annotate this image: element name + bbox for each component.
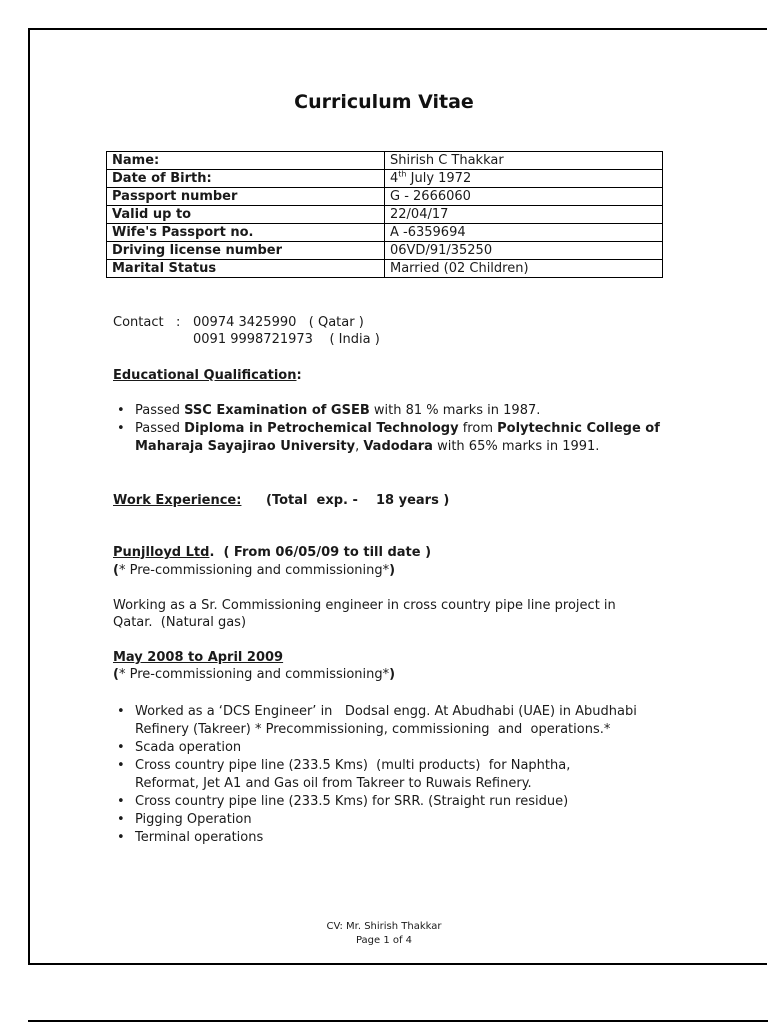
edu-text: Passed — [135, 421, 185, 436]
field-value — [385, 170, 663, 188]
work-total-experience: (Total exp. - 18 years ) — [266, 493, 450, 508]
contact-phone-india: 0091 9998721973 ( India ) — [193, 332, 380, 347]
dob-day: 4 — [390, 171, 399, 186]
field-value: A -6359694 — [385, 224, 663, 242]
list-item — [113, 811, 693, 829]
field-label: Passport number — [107, 188, 385, 206]
paren-close: ) — [389, 667, 396, 682]
bullet-icon: • — [117, 403, 125, 418]
job2-duties-list — [113, 703, 693, 847]
contact-phone-qatar: 00974 3425990 ( Qatar ) — [193, 315, 364, 330]
job1-company: Punjlloyd Ltd — [113, 545, 210, 560]
duty-text: Cross country pipe line (233.5 Kms) (multi products) for Naphtha, — [135, 758, 571, 773]
list-item — [113, 829, 693, 847]
edu-text: from — [458, 421, 498, 436]
edu-text: with 81 % marks in 1987. — [369, 403, 541, 418]
job2-period: May 2008 to April 2009 — [113, 650, 284, 665]
job1-dot: . — [209, 545, 215, 560]
bullet-icon: • — [117, 704, 125, 719]
field-label: Marital Status — [107, 260, 385, 278]
bullet-icon: • — [117, 794, 125, 809]
edu-bold: Diploma in Petrochemical Technology — [184, 421, 459, 436]
edu-bold: Maharaja Sayajirao University — [135, 439, 356, 454]
duty-text: Pigging Operation — [135, 812, 252, 827]
table-row — [107, 170, 663, 188]
job2-role-text: * Pre-commissioning and commissioning* — [118, 667, 390, 682]
list-item — [113, 793, 693, 811]
edu-text: Passed — [135, 403, 185, 418]
duty-text: Terminal operations — [135, 830, 264, 845]
table-row — [107, 188, 663, 206]
list-item — [113, 757, 693, 793]
duty-text: Reformat, Jet A1 and Gas oil from Takreer to Ruwais Refinery. — [135, 776, 532, 791]
field-label: Valid up to — [107, 206, 385, 224]
field-value: Married (02 Children) — [385, 260, 663, 278]
field-value: 22/04/17 — [385, 206, 663, 224]
paren-close: ) — [389, 563, 396, 578]
list-item — [113, 703, 693, 739]
education-heading-colon: : — [296, 368, 302, 383]
duty-text: Cross country pipe line (233.5 Kms) for SRR. (Straight run residue) — [135, 794, 569, 809]
education-heading-text: Educational Qualification — [113, 368, 297, 383]
edu-bold: Polytechnic College of — [497, 421, 660, 436]
job1-desc-line1: Working as a Sr. Commissioning engineer in cross country pipe line project in — [113, 598, 616, 613]
list-item — [113, 402, 673, 420]
edu-text: , — [355, 439, 364, 454]
dob-suffix: th — [398, 169, 407, 179]
paren-open: ( — [113, 563, 119, 578]
duty-text: Worked as a ‘DCS Engineer’ in Dodsal engg. At Abudhabi (UAE) in Abudhabi — [135, 704, 637, 719]
field-label: Wife's Passport no. — [107, 224, 385, 242]
job1-role-text: * Pre-commissioning and commissioning* — [118, 563, 390, 578]
job2-role — [113, 666, 395, 684]
bullet-icon: • — [117, 758, 125, 773]
footer-page-number: Page 1 of 4 — [355, 935, 413, 946]
education-list — [113, 402, 673, 456]
job1-period: ( From 06/05/09 to till date ) — [214, 545, 432, 560]
table-row — [107, 242, 663, 260]
job1-desc-line2: Qatar. (Natural gas) — [113, 615, 247, 630]
list-item — [113, 420, 673, 456]
field-value: 06VD/91/35250 — [385, 242, 663, 260]
table-row — [107, 152, 663, 170]
edu-bold: SSC Examination of GSEB — [184, 403, 370, 418]
table-row — [107, 206, 663, 224]
field-value: G - 2666060 — [385, 188, 663, 206]
job1-role — [113, 562, 395, 580]
table-row — [107, 224, 663, 242]
bullet-icon: • — [117, 830, 125, 845]
contact-label: Contact : — [113, 315, 181, 330]
job1-header — [113, 544, 431, 562]
field-label: Name: — [107, 152, 385, 170]
paren-open: ( — [113, 667, 119, 682]
duty-text: Refinery (Takreer) * Precommissioning, commissioning and operations.* — [135, 722, 611, 737]
table-row — [107, 260, 663, 278]
personal-details-table — [106, 151, 663, 278]
bullet-icon: • — [117, 421, 125, 436]
duty-text: Scada operation — [135, 740, 242, 755]
edu-bold: Vadodara — [363, 439, 433, 454]
field-value: Shirish C Thakkar — [385, 152, 663, 170]
edu-text: with 65% marks in 1991. — [432, 439, 600, 454]
bullet-icon: • — [117, 740, 125, 755]
bullet-icon: • — [117, 812, 125, 827]
work-heading: Work Experience: — [113, 493, 242, 508]
field-label: Date of Birth: — [107, 170, 385, 188]
document-title: Curriculum Vitae — [294, 91, 474, 113]
next-page-edge — [28, 1020, 768, 1022]
education-heading — [113, 367, 302, 385]
dob-rest: July 1972 — [406, 171, 472, 186]
field-label: Driving license number — [107, 242, 385, 260]
footer-author: CV: Mr. Shirish Thakkar — [326, 921, 442, 932]
list-item — [113, 739, 693, 757]
